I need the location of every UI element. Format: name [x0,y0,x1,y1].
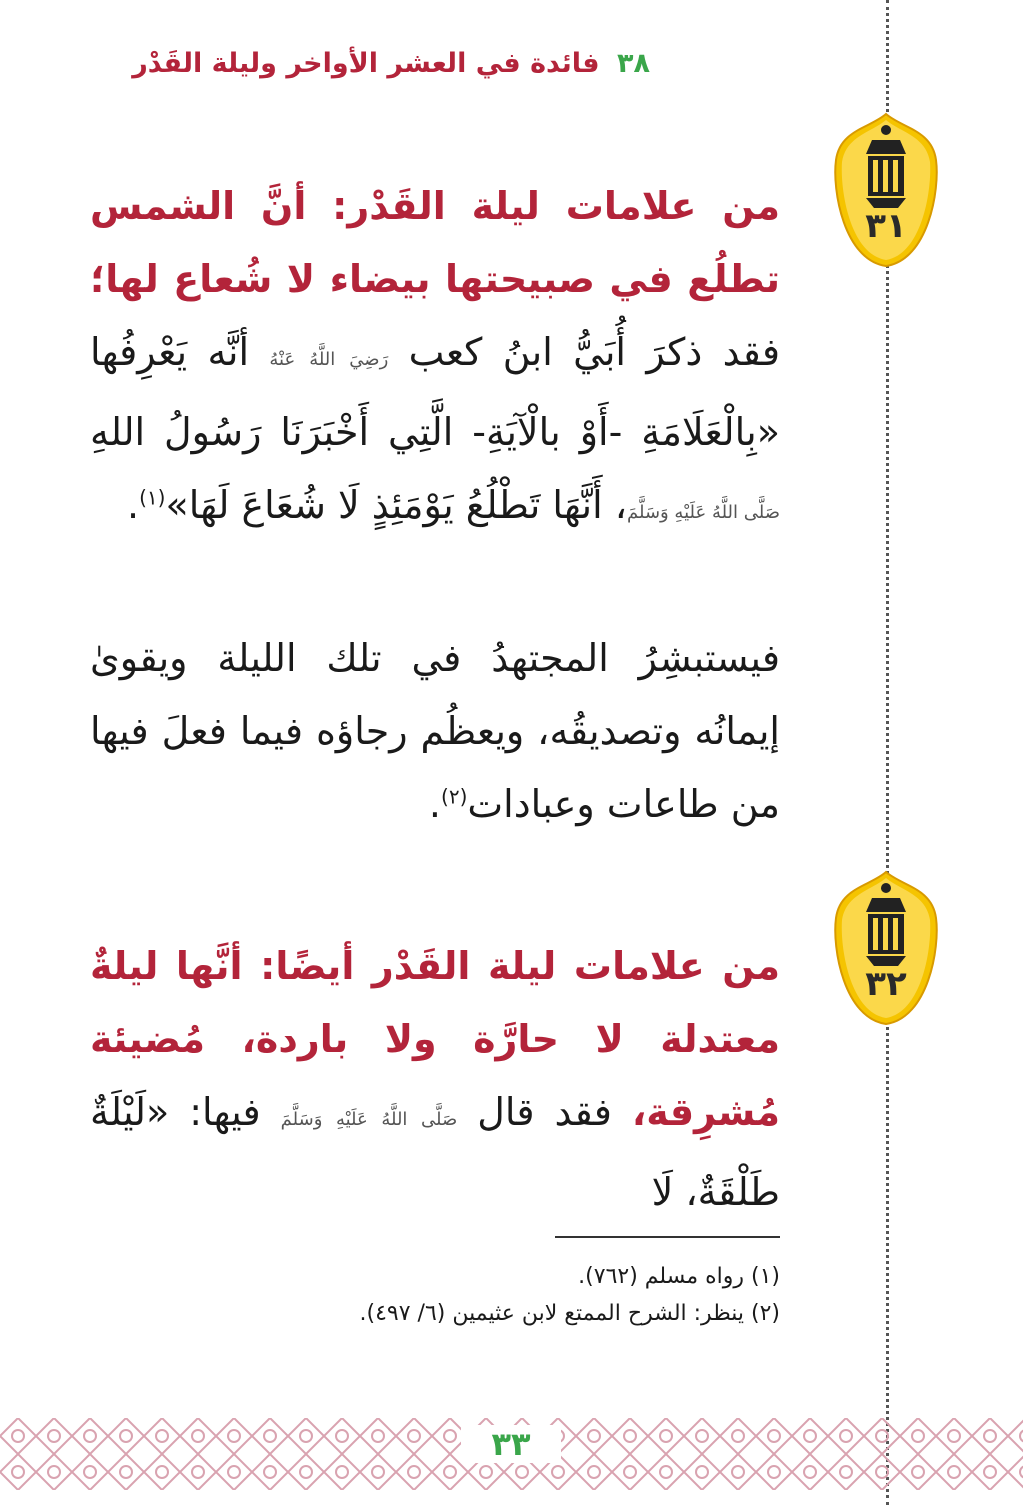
honorific: رَضِيَ اللَّهُ عَنْهُ [269,349,389,370]
footnote-rule [555,1236,780,1238]
benefit-32-text [90,930,780,1229]
header-title: فائدة في العشر الأواخر وليلة القَدْر [132,48,600,79]
benefit-32-heading: من علامات ليلة القَدْر أيضًا: أنَّها ليلةٌ معتدلة لا حارَّة ولا باردة، مُضيئة مُشرِقة، [90,944,781,1134]
text-segment: فقد ذكرَ أُبَيُّ ابنُ كعب [388,330,780,374]
footnote-ref-2: (٢) [441,784,468,809]
footnote-ref-1: (١) [139,485,166,510]
lantern-badge-icon [832,868,940,1028]
benefit-31-continuation [90,622,780,841]
honorific: صَلَّى اللَّهُ عَلَيْهِ وَسَلَّمَ [280,1109,458,1130]
header-number: ٣٨ [617,48,650,79]
lantern-badge-icon [832,110,940,270]
text-segment: ، أَنَّهَا تَطْلُعُ يَوْمَئِذٍ لَا شُعَاعَ لَهَا» [165,483,627,527]
badge-number: ٣١ [865,206,907,246]
page-number: ٣٣ [461,1425,561,1463]
benefit-31-text [90,170,780,549]
text-segment: فقد قال [457,1090,632,1134]
benefit-badge-32 [832,868,940,1028]
text-segment: . [428,782,442,826]
running-header [100,48,650,79]
text-segment: . [127,483,140,527]
benefit-31-heading: من علامات ليلة القَدْر: أنَّ الشمس تطلُع في صبيحتها بيضاء لا شُعاع لها؛ [90,184,780,301]
text-segment: فيها: «لَيْلَةٌ طَلْقَةٌ، لَا [90,1090,780,1214]
footnotes [300,1258,780,1332]
honorific: صَلَّى اللَّهُ عَلَيْهِ وَسَلَّمَ [627,502,780,523]
benefit-badge-31 [832,110,940,270]
footnote-1: (١) رواه مسلم (٧٦٢). [578,1264,780,1289]
footnote-2: (٢) ينظر: الشرح الممتع لابن عثيمين (٦/ ٤٩٧). [359,1301,780,1326]
text-segment: فيستبشِرُ المجتهدُ في تلك الليلة ويقوىٰ إيمانُه وتصديقُه، ويعظُم رجاؤه فيما فعلَ فيها من طاعات وعبادات [90,636,780,826]
text-segment: أنَّه يَعْرِفُها «بِالْعَلَامَةِ -أَوْ بالْآيَةِ- الَّتِي أَخْبَرَنَا رَسُولُ اللهِ [90,330,780,454]
badge-number: ٣٢ [865,964,907,1004]
